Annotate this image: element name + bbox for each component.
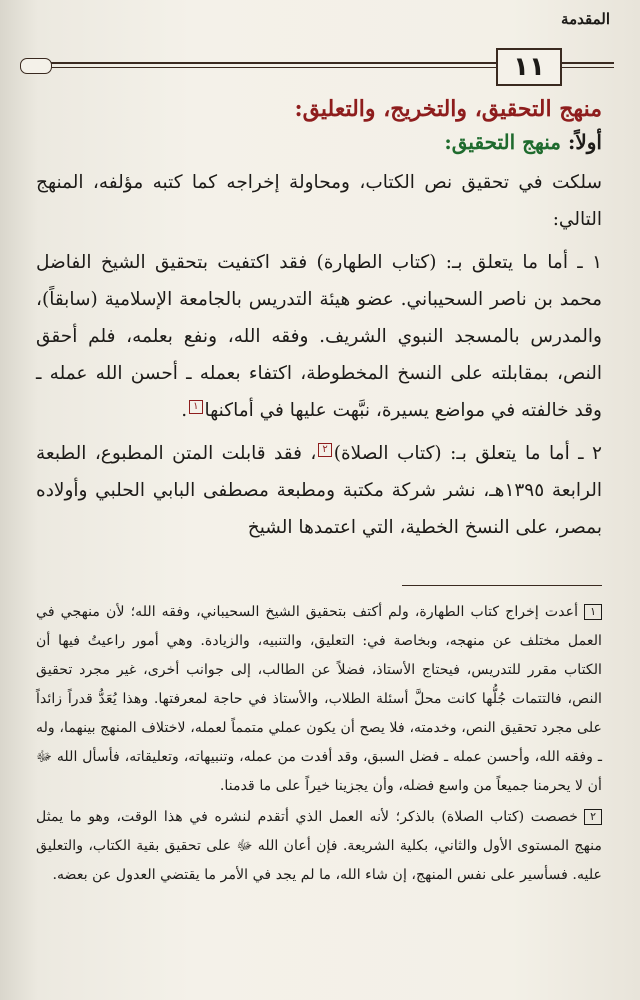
main-text	[36, 92, 602, 546]
footnote-1-text: أعدت إخراج كتاب الطهارة، ولم أكتف بتحقيق الشيخ السحيباني، وفقه الله؛ لأن منهجي في العمل مختلف عن منهجه، وبخاصة في: التعليق، والتنبيه، والزيادة. وهي أمور راعيتُ فيها أن الكتاب مقرر للتدريس، فيحتاج الأستاذ، فضلاً عن الطالب، إلى جوانب أخرى، غير مجرد تحقيق النص، فالتتمات جُلُّها كانت محلَّ أسئلة الطلاب، والأستاذ في حاجة لمعرفتها. وهذا يُعَدُّ قدراً زائداً على مجرد تحقيق النص، وخدمته، فلا يصح أن يكون عملي متمماً لعمله، لاختلاف المنهج بينهما، وله ـ وفقه الله، وأحسن عمله ـ فضل السبق، وقد أفدت من عمله، وتنبيهاته، وتعليقاته، فأسأل الله ﷻ أن لا يحرمنا جميعاً من واسع فضله، وأن يجزينا خيراً على ما قدمنا.	[36, 604, 602, 794]
running-title: المقدمة	[561, 10, 610, 28]
paragraph-item-2-start: ٢ ـ أما ما يتعلق بـ: (كتاب الصلاة)	[333, 443, 602, 464]
paragraph-intro: سلكت في تحقيق نص الكتاب، ومحاولة إخراجه كما كتبه مؤلفه، المنهج التالي:	[36, 172, 602, 230]
paragraph-item-2-rest: ، فقد قابلت المتن المطبوع، الطبعة الرابعة ١٣٩٥هـ، نشر شركة مكتبة ومطبعة مصطفى البابي الحلبي وأولاده بمصر، على النسخ الخطية، التي اعتمدها الشيخ	[36, 443, 602, 538]
paragraph-item-1: ١ ـ أما ما يتعلق بـ: (كتاب الطهارة) فقد اكتفيت بتحقيق الشيخ الفاضل محمد بن ناصر السحيباني. عضو هيئة التدريس بالجامعة الإسلامية (سابقاً)، والمدرس بالمسجد النبوي الشريف. وفقه الله، ونفع بعلمه، فلم أحقق النص، بمقابلته على النسخ المخطوطة، اكتفاء بعمله ـ أحسن الله عمله ـ وقد خالفته في مواضع يسيرة، نبَّهت عليها في أماكنها١.	[36, 252, 602, 421]
footnote-1	[36, 598, 602, 801]
section-subheading	[36, 126, 602, 158]
header-ornament-icon	[20, 58, 52, 74]
page-number: ١١	[496, 48, 562, 86]
subheading-text: منهج التحقيق:	[444, 130, 562, 154]
footnotes	[36, 598, 602, 890]
paragraph-item-2	[36, 435, 602, 546]
footnote-2-text: خصصت (كتاب الصلاة) بالذكر؛ لأنه العمل الذي أتقدم لنشره في هذا الوقت، وهو ما يمثل منهج المستوى الأول والثاني، بكلية الشريعة. فإن أعان الله ﷻ على تحقيق بقية الكتاب، والتعليق عليه. فسأسير على نفس المنهج، إن شاء الله، ما لم يجد في الأمر ما يقتضي العدول عن بعضه.	[36, 809, 602, 883]
footnote-2-number: ٢	[584, 809, 602, 825]
paragraph-item-1-text: ١ ـ أما ما يتعلق بـ: (كتاب الطهارة) فقد اكتفيت بتحقيق الشيخ الفاضل محمد بن ناصر السحيباني. عضو هيئة التدريس بالجامعة الإسلامية (سابقاً)، والمدرس بالمسجد النبوي الشريف. وفقه الله، ونفع بعلمه، فلم أحقق النص، بمقابلته على النسخ المخطوطة، اكتفاء بعمله ـ أحسن الله عمله ـ وقد خالفته في مواضع يسيرة، نبَّهت عليها في أماكنها	[36, 252, 602, 421]
footnote-separator	[402, 585, 602, 586]
footnote-ref-1[interactable]: ١	[189, 400, 202, 414]
subheading-label: أولاً:	[567, 130, 602, 154]
footnote-2	[36, 803, 602, 890]
footnote-ref-2[interactable]: ٢	[318, 443, 331, 457]
footnote-1-number: ١	[584, 604, 602, 620]
section-heading: منهج التحقيق، والتخريج، والتعليق:	[294, 96, 602, 122]
